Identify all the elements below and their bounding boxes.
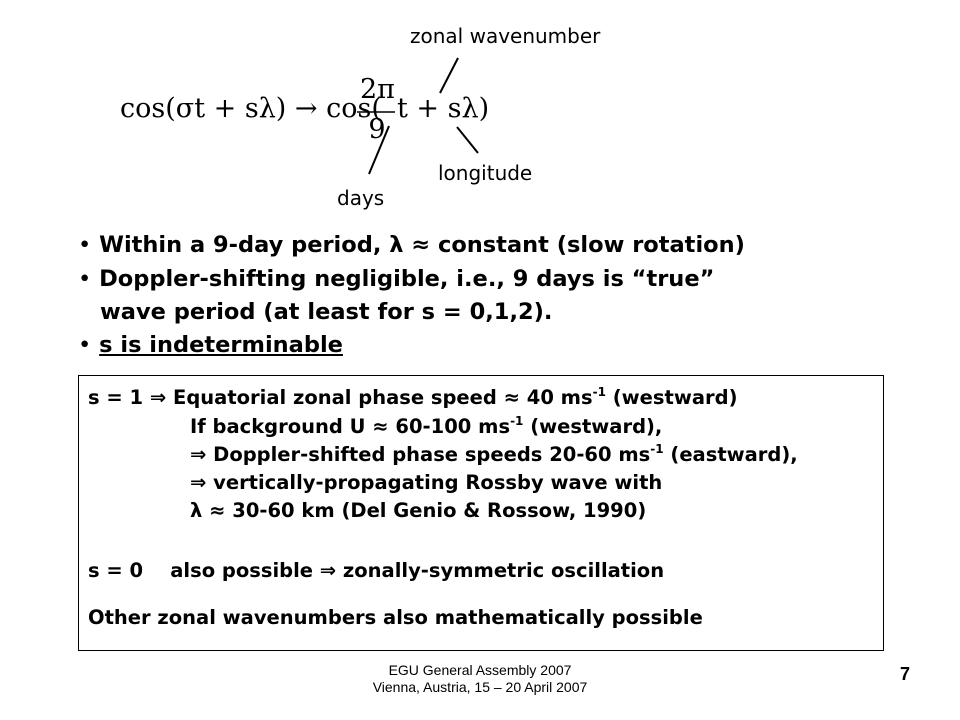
zonal-wavenumber-label: zonal wavenumber	[410, 24, 601, 48]
bullet-text: s is indeterminable	[99, 332, 343, 358]
bullet-item	[78, 332, 343, 358]
footer-line-1: EGU General Assembly 2007	[388, 662, 572, 678]
longitude-pointer	[457, 127, 478, 153]
bullet-continuation: wave period (at least for s = 0,1,2).	[100, 299, 553, 325]
box-line-3: ⇒ Doppler-shifted phase speeds 20-60 $ms^{-1}$ (eastward),	[190, 441, 798, 466]
bullet-item	[78, 232, 745, 258]
box-line-1: s = 1 ⇒ Equatorial zonal phase speed ≈ 40 $ms^{-1}$ (westward)	[88, 384, 738, 409]
bullet-text: Within a 9-day period, λ ≈ constant (slow rotation)	[99, 232, 745, 258]
longitude-label: longitude	[438, 161, 533, 185]
equation-numerator: 2π	[360, 74, 395, 105]
equation-lhs: cos(σt + sλ) → cos(	[120, 93, 382, 124]
footer-line-2: Vienna, Austria, 15 – 20 April 2007	[372, 679, 588, 695]
box-line-7: Other zonal wavenumbers also mathematically possible	[88, 606, 703, 629]
box-line-5: λ ≈ 30-60 km (Del Genio & Rossow, 1990)	[190, 499, 647, 522]
bullet-marker: •	[78, 232, 92, 258]
page-number: 7	[900, 664, 911, 684]
zonal-wavenumber-pointer	[440, 58, 458, 93]
bullet-text: Doppler-shifting negligible, i.e., 9 days is “true”	[99, 266, 715, 292]
box-line-2: If background U ≈ 60-100 $ms^{-1}$ (westward),	[190, 413, 663, 438]
footer	[0, 662, 960, 696]
days-label: days	[337, 186, 385, 210]
box-line-4: ⇒ vertically-propagating Rossby wave with	[190, 471, 663, 494]
box-line-6: s = 0 also possible ⇒ zonally-symmetric oscillation	[88, 559, 665, 582]
bullet-marker: •	[78, 332, 92, 358]
bullet-marker: •	[78, 266, 92, 292]
equation-denominator: 9	[368, 114, 386, 145]
bullet-item	[78, 266, 714, 292]
equation-rhs: t + sλ)	[397, 93, 490, 124]
